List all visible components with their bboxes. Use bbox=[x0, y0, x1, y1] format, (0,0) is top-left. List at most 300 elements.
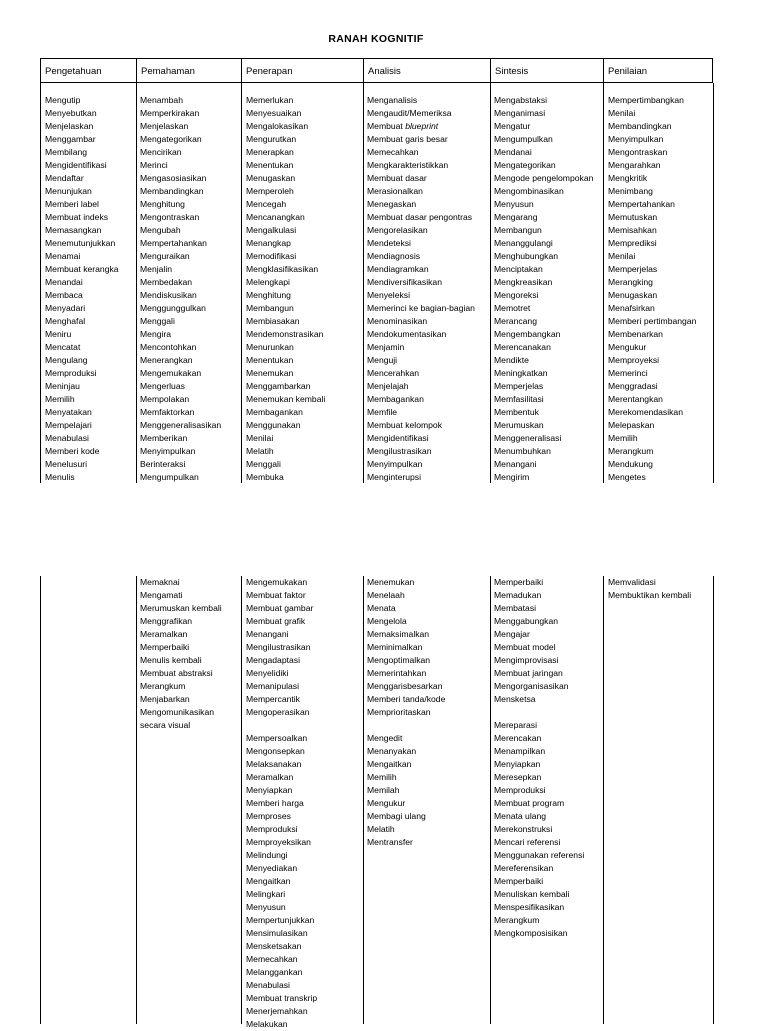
verb-item: Meresepkan bbox=[494, 772, 542, 782]
verb-item: Menata ulang bbox=[494, 811, 547, 821]
verb-item: Meramalkan bbox=[246, 772, 294, 782]
verb-item: Memfile bbox=[367, 407, 398, 417]
verb-item: Menunjukan bbox=[45, 186, 92, 196]
verb-item: Mengontraskan bbox=[608, 147, 668, 157]
list-pemahaman-cont bbox=[140, 576, 222, 732]
verb-item: Melingkari bbox=[246, 889, 286, 899]
verb-item: Menyiapkan bbox=[246, 785, 293, 795]
verb-item: Mengukur bbox=[367, 798, 406, 808]
verb-item: Mengabstaksi bbox=[494, 95, 548, 105]
verb-item: Mengilustrasikan bbox=[246, 642, 311, 652]
column-divider bbox=[713, 83, 714, 483]
verb-item: Menafsirkan bbox=[608, 303, 655, 313]
verb-item: Menemutunjukkan bbox=[45, 238, 116, 248]
verb-item: Mengamati bbox=[140, 590, 183, 600]
verb-item: Mendukung bbox=[608, 459, 653, 469]
verb-item: Mengemukakan bbox=[140, 368, 202, 378]
verb-item: Mendikte bbox=[494, 355, 529, 365]
verb-item: Memfaktorkan bbox=[140, 407, 195, 417]
verb-item: Memilih bbox=[608, 433, 638, 443]
verb-item: Berinteraksi bbox=[140, 459, 186, 469]
group-spacer bbox=[367, 719, 445, 732]
verb-item: Menangani bbox=[494, 459, 537, 469]
verb-item: Memotret bbox=[494, 303, 531, 313]
verb-item: Mencerahkan bbox=[367, 368, 420, 378]
verb-item: Menemukan kembali bbox=[246, 394, 326, 404]
verb-item: Mengategorikan bbox=[140, 134, 202, 144]
verb-item: Menangani bbox=[246, 629, 289, 639]
verb-item: Membuat faktor bbox=[246, 590, 306, 600]
verb-item: Memperjelas bbox=[608, 264, 658, 274]
verb-item: Menggrafikan bbox=[140, 616, 193, 626]
verb-item: Melatih bbox=[367, 824, 395, 834]
verb-item: Mentransfer bbox=[367, 837, 413, 847]
verb-item: Mereferensikan bbox=[494, 863, 554, 873]
verb-item: Merencakan bbox=[494, 733, 542, 743]
verb-item: Merangkum bbox=[140, 681, 186, 691]
verb-item: Menumbuhkan bbox=[494, 446, 551, 456]
verb-item: Mensimulasikan bbox=[246, 928, 308, 938]
verb-item: Mengumpulkan bbox=[140, 472, 199, 482]
column-divider bbox=[490, 83, 491, 483]
verb-item: Merancang bbox=[494, 316, 537, 326]
header-pemahaman: Pemahaman bbox=[136, 58, 241, 83]
column-divider bbox=[603, 83, 604, 483]
verb-item: Mendokumentasikan bbox=[367, 329, 447, 339]
verb-item: Memisahkan bbox=[608, 225, 657, 235]
group-spacer bbox=[494, 706, 584, 719]
verb-item: Menyusun bbox=[494, 199, 534, 209]
verb-item: Mengimprovisasi bbox=[494, 655, 559, 665]
verb-item: Mendiskusikan bbox=[140, 290, 197, 300]
verb-item: Menyesuaikan bbox=[246, 108, 302, 118]
verb-item: Melepaskan bbox=[608, 420, 655, 430]
verb-item: Mengkreasikan bbox=[494, 277, 553, 287]
verb-item: Membuat jaringan bbox=[494, 668, 563, 678]
verb-item: Menspesifikasikan bbox=[494, 902, 565, 912]
verb-item: Mengaudit/Memeriksa bbox=[367, 108, 452, 118]
verb-item: Menyimpulkan bbox=[367, 459, 423, 469]
verb-item: Mengode pengelompokan bbox=[494, 173, 594, 183]
verb-item: Menggeneralisasi bbox=[494, 433, 562, 443]
verb-item: Mengomunikasikan bbox=[140, 707, 215, 717]
verb-item: Membandingkan bbox=[608, 121, 672, 131]
verb-item: Menilai bbox=[608, 251, 636, 261]
column-divider bbox=[40, 576, 41, 1024]
list-analisis bbox=[367, 94, 475, 484]
verb-item: Menghitung bbox=[246, 290, 291, 300]
verb-item: Mengukur bbox=[608, 342, 647, 352]
verb-item: Melengkapi bbox=[246, 277, 290, 287]
verb-item: Menangkap bbox=[246, 238, 291, 248]
verb-item: Menuliskan kembali bbox=[494, 889, 570, 899]
verb-item: Meninjau bbox=[45, 381, 80, 391]
verb-item: Mendeteksi bbox=[367, 238, 411, 248]
verb-item: Merumuskan kembali bbox=[140, 603, 222, 613]
verb-item: Mengkomposisikan bbox=[494, 928, 568, 938]
verb-item: Melanggankan bbox=[246, 967, 303, 977]
verb-item: Memperbaiki bbox=[140, 642, 190, 652]
verb-item: Meramalkan bbox=[140, 629, 188, 639]
verb-item: Memberikan bbox=[140, 433, 188, 443]
verb-item: Membuat grafik bbox=[246, 616, 306, 626]
verb-item: Meniru bbox=[45, 329, 72, 339]
verb-item: Menurunkan bbox=[246, 342, 294, 352]
verb-item: Menghafal bbox=[45, 316, 86, 326]
verb-item: Mengarang bbox=[494, 212, 538, 222]
verb-item: Menyebutkan bbox=[45, 108, 97, 118]
verb-item: Mengoperasikan bbox=[246, 707, 310, 717]
column-divider bbox=[363, 576, 364, 1024]
verb-item: Mengurutkan bbox=[246, 134, 297, 144]
verb-item: Menentukan bbox=[246, 355, 294, 365]
verb-item: Memodifikasi bbox=[246, 251, 297, 261]
verb-item: Mengulang bbox=[45, 355, 88, 365]
list-penilaian bbox=[608, 94, 696, 484]
verb-item: Meningkatkan bbox=[494, 368, 548, 378]
verb-item: Menegaskan bbox=[367, 199, 417, 209]
verb-item: Memperjelas bbox=[494, 381, 544, 391]
verb-item: Merangkum bbox=[494, 915, 540, 925]
verb-item: Merangkum bbox=[608, 446, 654, 456]
verb-item: Mempertahankan bbox=[140, 238, 207, 248]
verb-item: Mengajar bbox=[494, 629, 530, 639]
verb-item: Memproses bbox=[246, 811, 291, 821]
verb-item: Memerintahkan bbox=[367, 668, 427, 678]
verb-item: Menerangkan bbox=[140, 355, 193, 365]
list-penilaian-cont bbox=[608, 576, 691, 602]
verb-item: Menulis kembali bbox=[140, 655, 202, 665]
verb-item: Memerinci ke bagian-bagian bbox=[367, 303, 475, 313]
verb-item: Memberi label bbox=[45, 199, 99, 209]
verb-item: Membuat model bbox=[494, 642, 556, 652]
verb-item: Mengirim bbox=[494, 472, 530, 482]
header-penilaian: Penilaian bbox=[603, 58, 713, 83]
verb-item: Mempertunjukkan bbox=[246, 915, 315, 925]
verb-item: Memproduksi bbox=[494, 785, 546, 795]
column-divider bbox=[136, 576, 137, 1024]
verb-item: Mengadaptasi bbox=[246, 655, 300, 665]
verb-item: Menerapkan bbox=[246, 147, 294, 157]
verb-item: Mendiagnosis bbox=[367, 251, 421, 261]
verb-item: Menggambar bbox=[45, 134, 96, 144]
verb-item: Memerinci bbox=[608, 368, 648, 378]
verb-item: Memperbaiki bbox=[494, 876, 544, 886]
verb-item: Menugaskan bbox=[608, 290, 658, 300]
verb-item: Menggali bbox=[246, 459, 281, 469]
verb-item: Memperbaiki bbox=[494, 577, 544, 587]
verb-item: Membuat indeks bbox=[45, 212, 109, 222]
verb-item: Menggunakan referensi bbox=[494, 850, 585, 860]
header-penerapan: Penerapan bbox=[241, 58, 363, 83]
verb-item: Mengaitkan bbox=[367, 759, 412, 769]
column-divider bbox=[603, 576, 604, 1024]
verb-item: Mengonsepkan bbox=[246, 746, 305, 756]
verb-item: Memecahkan bbox=[367, 147, 419, 157]
list-pemahaman bbox=[140, 94, 221, 484]
group-spacer bbox=[246, 719, 317, 732]
verb-item: Merencanakan bbox=[494, 342, 551, 352]
verb-item: Memberi tanda/kode bbox=[367, 694, 446, 704]
verb-item: Menentukan bbox=[246, 160, 294, 170]
verb-item: Menyimpulkan bbox=[140, 446, 196, 456]
verb-item: Membuat gambar bbox=[246, 603, 314, 613]
verb-item: Membuat transkrip bbox=[246, 993, 318, 1003]
verb-item: Mengelola bbox=[367, 616, 407, 626]
verb-item: Memilih bbox=[367, 772, 397, 782]
verb-item: Mengalokasikan bbox=[246, 121, 309, 131]
verb-item: Membangun bbox=[246, 303, 294, 313]
column-divider bbox=[713, 576, 714, 1024]
verb-item: Mereparasi bbox=[494, 720, 537, 730]
verb-item: Memperoleh bbox=[246, 186, 294, 196]
verb-item: Menjalin bbox=[140, 264, 173, 274]
verb-item: Melakukan bbox=[246, 1019, 288, 1029]
verb-item: Meminimalkan bbox=[367, 642, 423, 652]
verb-item: Menjelajah bbox=[367, 381, 409, 391]
verb-item: Menabulasi bbox=[45, 433, 89, 443]
verb-item: Menyatakan bbox=[45, 407, 92, 417]
verb-item: Menggunggulkan bbox=[140, 303, 206, 313]
verb-item: Mengira bbox=[140, 329, 172, 339]
verb-item: Mengemukakan bbox=[246, 577, 308, 587]
verb-item: Membilang bbox=[45, 147, 88, 157]
verb-item: Menyeleksi bbox=[367, 290, 410, 300]
verb-item: Mempersoalkan bbox=[246, 733, 308, 743]
verb-item: Mengumpulkan bbox=[494, 134, 553, 144]
verb-item: Mengubah bbox=[140, 225, 181, 235]
verb-item: Memanipulasi bbox=[246, 681, 300, 691]
verb-item: Menabulasi bbox=[246, 980, 290, 990]
verb-item: Memprioritaskan bbox=[367, 707, 431, 717]
verb-item: Menginterupsi bbox=[367, 472, 421, 482]
column-divider bbox=[136, 83, 137, 483]
verb-item: Memfasilitasi bbox=[494, 394, 544, 404]
verb-item: Memasangkan bbox=[45, 225, 102, 235]
verb-item: Menanggulangi bbox=[494, 238, 553, 248]
verb-item: Merekomendasikan bbox=[608, 407, 683, 417]
verb-item: Menamai bbox=[45, 251, 81, 261]
verb-item: Menyediakan bbox=[246, 863, 298, 873]
verb-item: Menata bbox=[367, 603, 396, 613]
verb-item: Mencatat bbox=[45, 342, 81, 352]
verb-item: Menjelaskan bbox=[45, 121, 94, 131]
verb-item: Membuat garis besar bbox=[367, 134, 448, 144]
verb-item: Mendanai bbox=[494, 147, 532, 157]
verb-item: Membuktikan kembali bbox=[608, 590, 692, 600]
verb-item: Mencirikan bbox=[140, 147, 182, 157]
verb-item: Memerlukan bbox=[246, 95, 294, 105]
verb-item: secara visual bbox=[140, 720, 191, 730]
verb-item: Menganimasi bbox=[494, 108, 546, 118]
verb-item: Mengaitkan bbox=[246, 876, 291, 886]
verb-item: Menominasikan bbox=[367, 316, 428, 326]
document-title: RANAH KOGNITIF bbox=[328, 33, 424, 45]
verb-item: Memproyeksikan bbox=[246, 837, 311, 847]
verb-item: Merangking bbox=[608, 277, 653, 287]
verb-item: Menguraikan bbox=[140, 251, 190, 261]
verb-item: Menggarisbesarkan bbox=[367, 681, 443, 691]
column-divider bbox=[241, 83, 242, 483]
verb-item: Mendiagramkan bbox=[367, 264, 429, 274]
verb-item: Membuat dasar bbox=[367, 173, 427, 183]
verb-item: Menerjemahkan bbox=[246, 1006, 308, 1016]
verb-item: Memprediksi bbox=[608, 238, 657, 248]
verb-item: Menggradasi bbox=[608, 381, 658, 391]
verb-item: Mencari referensi bbox=[494, 837, 561, 847]
verb-item: Menganalisis bbox=[367, 95, 418, 105]
verb-item: Membagi ulang bbox=[367, 811, 426, 821]
verb-item: Membangun bbox=[494, 225, 542, 235]
verb-item: Mempertahankan bbox=[608, 199, 675, 209]
verb-item: Menyelidiki bbox=[246, 668, 289, 678]
verb-item: Menilai bbox=[246, 433, 274, 443]
verb-item: Menemukan bbox=[246, 368, 294, 378]
verb-item: Mencontohkan bbox=[140, 342, 197, 352]
verb-item: Menjamin bbox=[367, 342, 405, 352]
verb-item: Membatasi bbox=[494, 603, 537, 613]
verb-item: Menemukan bbox=[367, 577, 415, 587]
verb-item: Memaknai bbox=[140, 577, 180, 587]
verb-item: Melindungi bbox=[246, 850, 288, 860]
verb-item: Mengoreksi bbox=[494, 290, 539, 300]
verb-item: Mempercantik bbox=[246, 694, 300, 704]
verb-item: Menampilkan bbox=[494, 746, 546, 756]
verb-item: Membuat kerangka bbox=[45, 264, 119, 274]
verb-item: Membedakan bbox=[140, 277, 193, 287]
verb-item: Menugaskan bbox=[246, 173, 296, 183]
verb-item: Mengklasifikasikan bbox=[246, 264, 319, 274]
verb-item: Mempolakan bbox=[140, 394, 190, 404]
verb-item: Menguji bbox=[367, 355, 398, 365]
verb-item: Merentangkan bbox=[608, 394, 663, 404]
verb-item: Mengidentifikasi bbox=[45, 160, 107, 170]
verb-item: Menyadari bbox=[45, 303, 86, 313]
verb-item: Memberi pertimbangan bbox=[608, 316, 697, 326]
verb-item: Mendaftar bbox=[45, 173, 84, 183]
verb-item: Menciptakan bbox=[494, 264, 543, 274]
verb-item: Menimbang bbox=[608, 186, 653, 196]
verb-item: Memilih bbox=[45, 394, 75, 404]
verb-item: Menggunakan bbox=[246, 420, 301, 430]
verb-item: Mengombinasikan bbox=[494, 186, 564, 196]
verb-item: Mensketsakan bbox=[246, 941, 302, 951]
verb-item: Menjelaskan bbox=[140, 121, 189, 131]
verb-item: Membagankan bbox=[246, 407, 303, 417]
column-divider bbox=[241, 576, 242, 1024]
verb-item: Memproduksi bbox=[45, 368, 97, 378]
list-pengetahuan bbox=[45, 94, 119, 484]
verb-item: Mengutip bbox=[45, 95, 81, 105]
verb-item: Membaca bbox=[45, 290, 83, 300]
verb-item: Memberi kode bbox=[45, 446, 100, 456]
verb-item: Menjabarkan bbox=[140, 694, 190, 704]
verb-item: Membuat abstraksi bbox=[140, 668, 213, 678]
verb-item: Memproyeksi bbox=[608, 355, 660, 365]
column-divider bbox=[490, 576, 491, 1024]
verb-item: Merumuskan bbox=[494, 420, 544, 430]
verb-item: Mengkritik bbox=[608, 173, 648, 183]
verb-item: Mengkarakteristikkan bbox=[367, 160, 449, 170]
verb-item: Menggali bbox=[140, 316, 175, 326]
column-divider bbox=[363, 83, 364, 483]
verb-item: Memutuskan bbox=[608, 212, 658, 222]
list-penerapan bbox=[246, 94, 325, 484]
verb-item: Menyimpulkan bbox=[608, 134, 664, 144]
header-sintesis: Sintesis bbox=[490, 58, 603, 83]
verb-item: Melatih bbox=[246, 446, 274, 456]
verb-item: Mengembangkan bbox=[494, 329, 561, 339]
verb-item: Mendiversifikasikan bbox=[367, 277, 442, 287]
verb-item: Memberi harga bbox=[246, 798, 304, 808]
verb-item: Membagankan bbox=[367, 394, 424, 404]
verb-item: Menggambarkan bbox=[246, 381, 311, 391]
verb-item: Memperkirakan bbox=[140, 108, 200, 118]
verb-item: Mempelajari bbox=[45, 420, 92, 430]
verb-item: Mencanangkan bbox=[246, 212, 305, 222]
verb-item: Memproduksi bbox=[246, 824, 298, 834]
verb-item: Mengerluas bbox=[140, 381, 185, 391]
verb-item: Mencegah bbox=[246, 199, 287, 209]
verb-item: Merasionalkan bbox=[367, 186, 423, 196]
verb-item: Mengilustrasikan bbox=[367, 446, 432, 456]
verb-item: Membuat program bbox=[494, 798, 565, 808]
header-analisis: Analisis bbox=[363, 58, 490, 83]
verb-item: Membuat dasar pengontras bbox=[367, 212, 473, 222]
verb-item: Melaksanakan bbox=[246, 759, 302, 769]
list-analisis-cont bbox=[367, 576, 445, 849]
verb-item: Menyusun bbox=[246, 902, 286, 912]
verb-item: Menelusuri bbox=[45, 459, 88, 469]
verb-item: Mengoptimalkan bbox=[367, 655, 431, 665]
verb-item: Merinci bbox=[140, 160, 168, 170]
verb-item: Menandai bbox=[45, 277, 83, 287]
header-pengetahuan: Pengetahuan bbox=[40, 58, 136, 83]
verb-item: Membuat kelompok bbox=[367, 420, 442, 430]
verb-item: Mengorelasikan bbox=[367, 225, 428, 235]
verb-item: Menggeneralisasikan bbox=[140, 420, 222, 430]
verb-item: Membenarkan bbox=[608, 329, 663, 339]
verb-item: Menggabungkan bbox=[494, 616, 559, 626]
verb-item: Memecahkan bbox=[246, 954, 298, 964]
verb-item: Mengidentifikasi bbox=[367, 433, 429, 443]
verb-item: Mengarahkan bbox=[608, 160, 661, 170]
verb-item: Menyiapkan bbox=[494, 759, 541, 769]
verb-item: Menilai bbox=[608, 108, 636, 118]
verb-item: Menambah bbox=[140, 95, 183, 105]
verb-item: Menghitung bbox=[140, 199, 185, 209]
verb-item: Mengetes bbox=[608, 472, 646, 482]
verb-item: Mengorganisasikan bbox=[494, 681, 569, 691]
verb-item: Menghubungkan bbox=[494, 251, 559, 261]
verb-item: Mempertimbangkan bbox=[608, 95, 684, 105]
verb-item: Memvalidasi bbox=[608, 577, 656, 587]
column-divider bbox=[40, 83, 41, 483]
verb-item: Mensketsa bbox=[494, 694, 536, 704]
verb-item: Menelaah bbox=[367, 590, 405, 600]
list-penerapan-cont bbox=[246, 576, 317, 1031]
verb-item: Mengasosiasikan bbox=[140, 173, 207, 183]
verb-item: Menulis bbox=[45, 472, 75, 482]
verb-item: Memilah bbox=[367, 785, 400, 795]
verb-item: Membuka bbox=[246, 472, 284, 482]
verb-item: Mengategorikan bbox=[494, 160, 556, 170]
verb-item: Memadukan bbox=[494, 590, 542, 600]
verb-item: Membandingkan bbox=[140, 186, 204, 196]
verb-item: Memaksimalkan bbox=[367, 629, 430, 639]
verb-item: Mendemonstrasikan bbox=[246, 329, 324, 339]
verb-item: Membuat blueprint bbox=[367, 121, 439, 131]
